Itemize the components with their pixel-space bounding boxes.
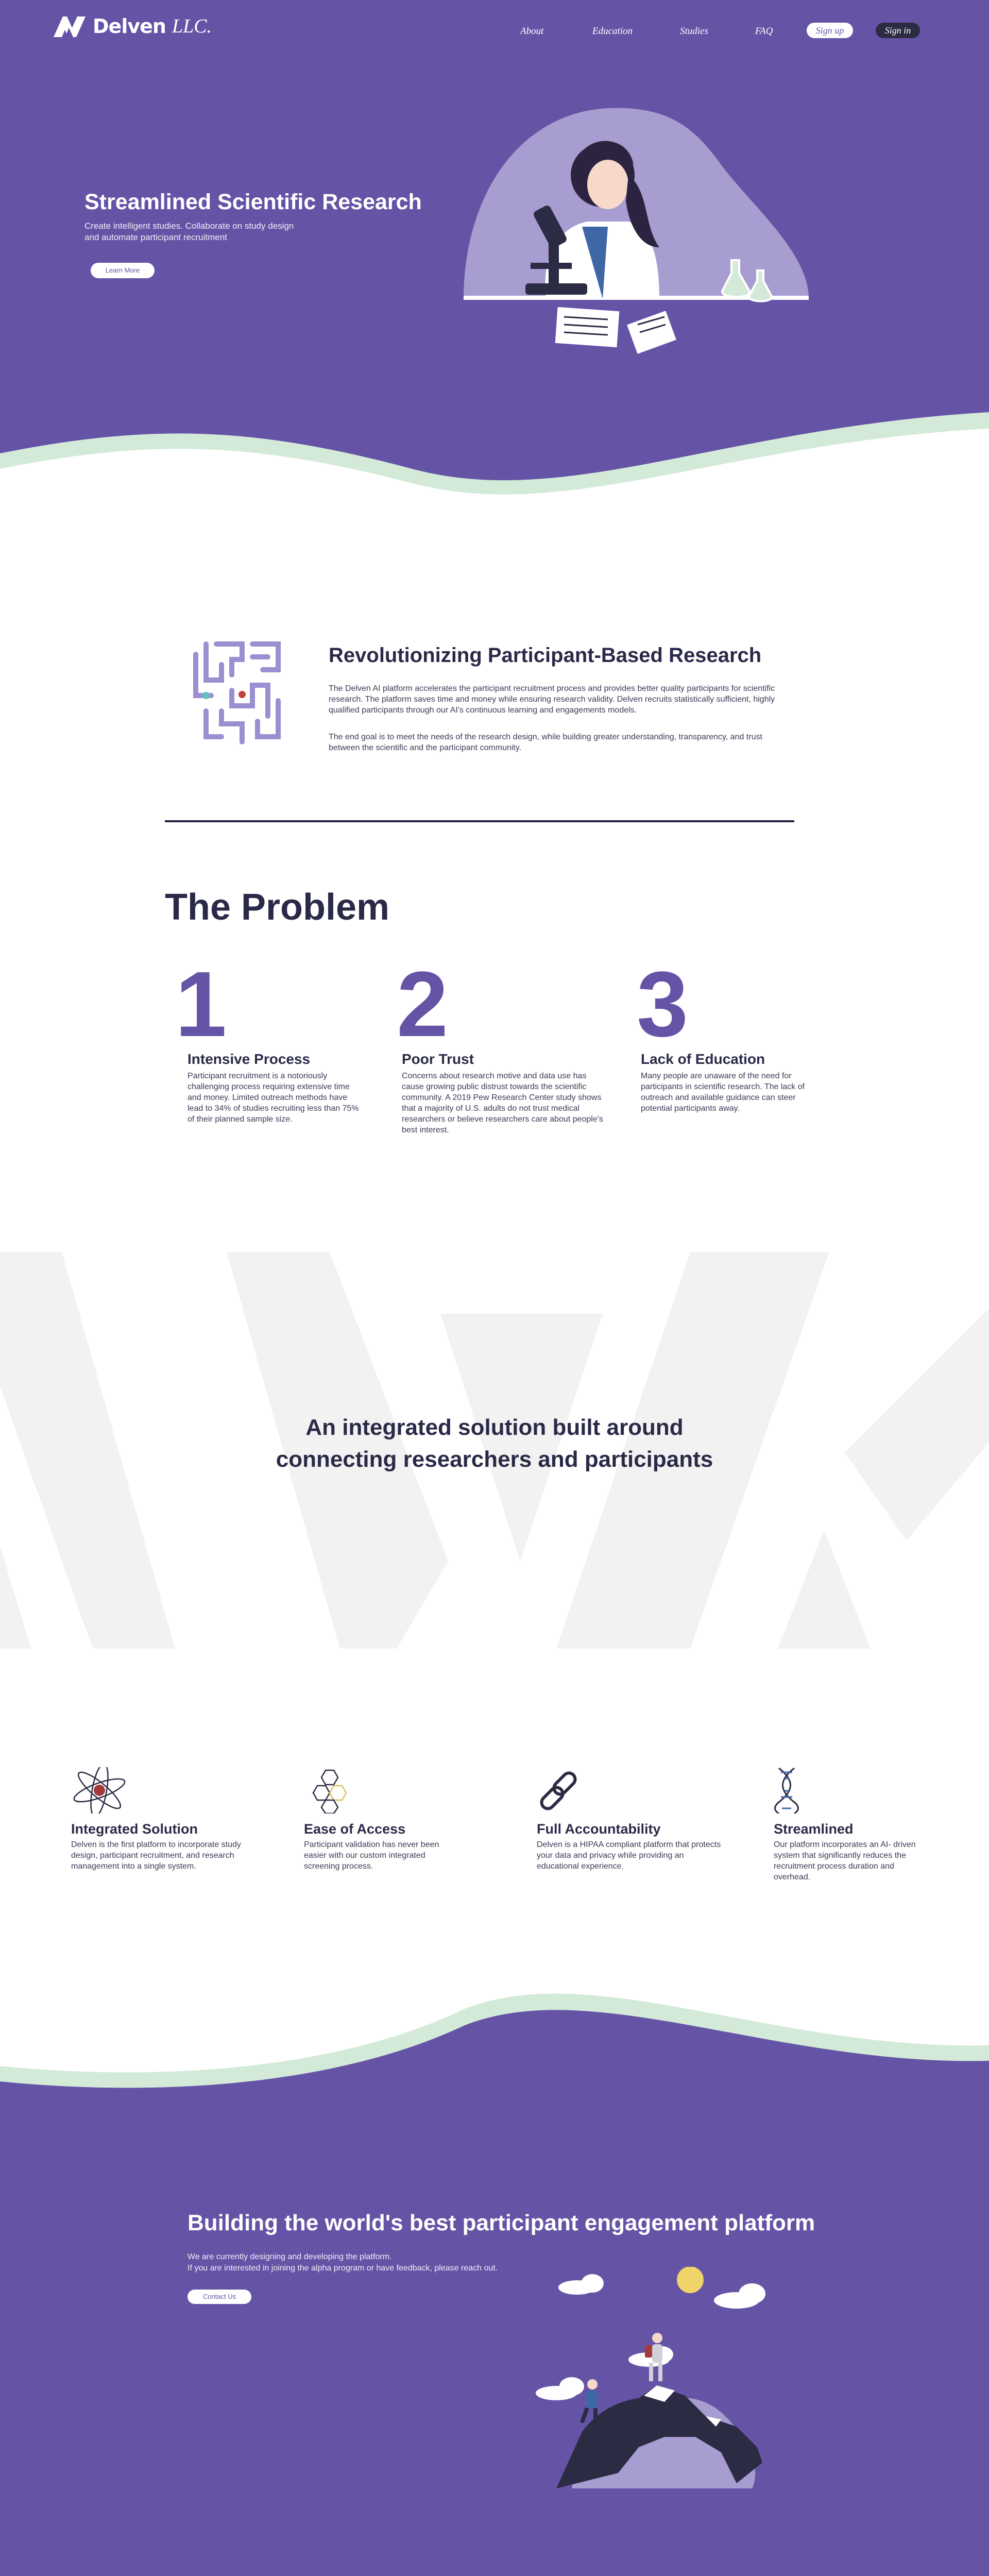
feature-title: Ease of Access — [304, 1821, 406, 1837]
problem-number: 1 — [175, 953, 227, 1056]
problem-card-desc: Participant recruitment is a notoriously challenging process requiring extensive time and money. Limited outreach methods have lead to 34% of studies recruiting less than 75% of their planned sample size. — [187, 1072, 359, 1124]
atom-icon — [71, 1767, 128, 1814]
hero-subtitle — [84, 221, 321, 243]
problem-card-desc: Concerns about research motive and data use has cause growing public distrust towards the scientific community. A 2019 Pew Research Center study shows that a majority of U.S. adults do not trust medical researchers or believe researchers care about people's best interest. — [402, 1072, 603, 1134]
problem-card-title: Poor Trust — [402, 1051, 474, 1067]
section-divider — [165, 820, 794, 822]
problem-card-title: Lack of Education — [641, 1051, 765, 1067]
nav-link-education[interactable]: Education — [592, 26, 633, 37]
sign-up-button[interactable]: Sign up — [807, 23, 853, 38]
delven-logo-icon — [54, 14, 87, 38]
engagement-section-background — [0, 1989, 989, 2576]
feature-card — [537, 1767, 732, 1872]
maze-icon — [185, 639, 288, 752]
feature-desc: Participant validation has never been easier with our custom integrated screening process. — [304, 1840, 439, 1871]
contact-us-button[interactable]: Contact Us — [187, 2290, 251, 2304]
learn-more-button[interactable]: Learn More — [91, 263, 155, 278]
hero-wave-divider — [0, 392, 989, 526]
hero-subtitle-line: Create intelligent studies. Collaborate on study design — [84, 221, 294, 231]
feature-title: Full Accountability — [537, 1821, 661, 1837]
intro-paragraph: The end goal is to meet the needs of the research design, while building greater understanding, transparency, and trust between the scientific and the participant community. — [329, 733, 762, 752]
problem-card — [175, 953, 361, 1125]
sign-in-button[interactable]: Sign in — [876, 23, 920, 38]
problem-title: The Problem — [165, 887, 390, 928]
nav-link-faq[interactable]: FAQ — [755, 26, 773, 37]
hero-title: Streamlined Scientific Research — [84, 190, 422, 214]
feature-card — [71, 1767, 267, 1872]
intro-title: Revolutionizing Participant-Based Research — [329, 644, 762, 667]
problem-card-title: Intensive Process — [187, 1051, 311, 1067]
engagement-title: Building the world's best participant engagement platform — [187, 2210, 815, 2235]
intro-paragraph: The Delven AI platform accelerates the participant recruitment process and provides better quality participants for scientific research. The platform saves time and money while ensuring research validity. Delven recruits statistically sufficient, highly qualified participants through our AI's continuous learning and engagements models. — [329, 684, 775, 715]
chain-link-icon — [537, 1767, 593, 1814]
feature-title: Integrated Solution — [71, 1821, 198, 1837]
problem-number: 2 — [397, 953, 449, 1056]
hexagons-icon — [304, 1767, 361, 1814]
brand-llc: LLC. — [172, 15, 212, 37]
brand-logo[interactable] — [54, 14, 212, 38]
engagement-subtitle-line: If you are interested in joining the alpha program or have feedback, please reach out. — [187, 2264, 498, 2273]
brand-name: Delven — [93, 15, 166, 38]
feature-card — [774, 1767, 969, 1883]
nav-link-about[interactable]: About — [520, 26, 544, 37]
integrated-title-line: An integrated solution built around — [305, 1415, 684, 1440]
problem-card — [637, 953, 822, 1114]
feature-desc: Delven is a HIPAA compliant platform that protects your data and privacy while providing an educational experience. — [537, 1840, 721, 1871]
feature-card — [304, 1767, 500, 1872]
feature-desc: Our platform incorporates an AI- driven system that significantly reduces the recruitment process duration and overhead. — [774, 1840, 916, 1882]
engagement-subtitle — [187, 2251, 498, 2274]
problem-card — [397, 953, 603, 1136]
engagement-subtitle-line: We are currently designing and developing the platform. — [187, 2252, 392, 2261]
mountain-climbers-illustration — [536, 2267, 793, 2494]
integrated-title — [0, 1412, 989, 1476]
feature-title: Streamlined — [774, 1821, 854, 1837]
problem-number: 3 — [637, 953, 689, 1056]
feature-desc: Delven is the first platform to incorporate study design, participant recruitment, and research management into a single system. — [71, 1840, 241, 1871]
dna-icon — [774, 1767, 830, 1814]
nav-link-studies[interactable]: Studies — [680, 26, 708, 37]
problem-card-desc: Many people are unaware of the need for participants in scientific research. The lack of outreach and available guidance can steer potential participants away. — [641, 1072, 805, 1113]
integrated-title-line: connecting researchers and participants — [276, 1447, 713, 1472]
scientist-illustration — [453, 98, 824, 366]
hero-subtitle-line: and automate participant recruitment — [84, 232, 227, 242]
